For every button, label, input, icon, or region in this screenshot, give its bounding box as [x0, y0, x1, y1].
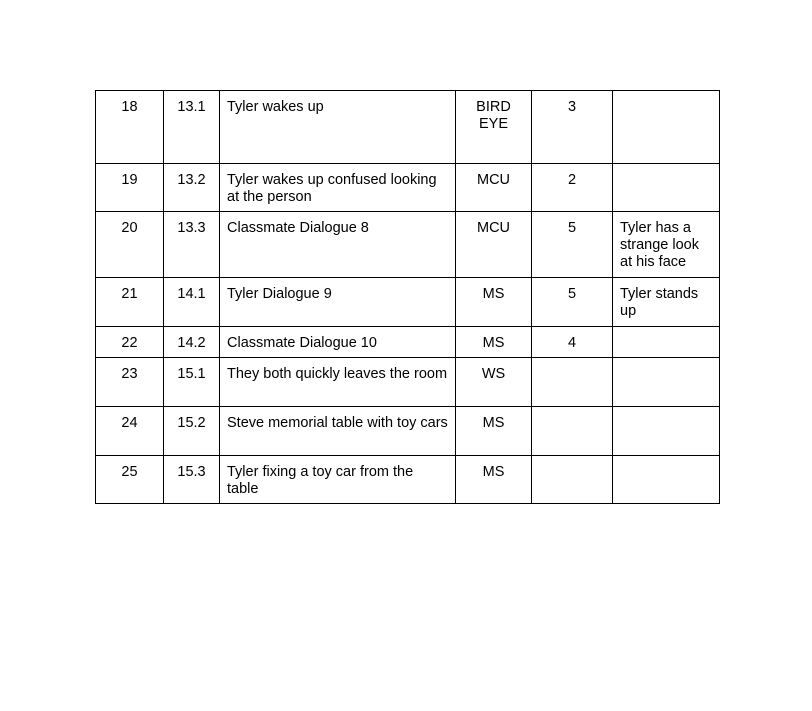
table-row [96, 456, 720, 504]
table-row [96, 407, 720, 456]
duration-cell: 5 [532, 278, 613, 327]
duration-cell [532, 358, 613, 407]
shot-number-cell: 24 [96, 407, 164, 456]
shot-type-cell: MS [456, 456, 532, 504]
shot-list-table [95, 90, 720, 504]
shot-type-cell: MS [456, 407, 532, 456]
description-cell: Tyler wakes up confused looking at the person [220, 164, 456, 212]
notes-cell: Tyler has a strange look at his face [613, 212, 720, 278]
duration-cell: 2 [532, 164, 613, 212]
scene-number-cell: 15.2 [164, 407, 220, 456]
notes-cell [613, 91, 720, 164]
description-cell: Classmate Dialogue 8 [220, 212, 456, 278]
scene-number-cell: 13.3 [164, 212, 220, 278]
scene-number-cell: 13.1 [164, 91, 220, 164]
table-row [96, 212, 720, 278]
description-cell: Steve memorial table with toy cars [220, 407, 456, 456]
shot-number-cell: 22 [96, 327, 164, 358]
shot-type-cell [456, 91, 532, 164]
shot-number-cell: 25 [96, 456, 164, 504]
shot-type-cell: WS [456, 358, 532, 407]
shot-number-cell: 21 [96, 278, 164, 327]
notes-cell [613, 358, 720, 407]
notes-cell [613, 164, 720, 212]
shot-type-text: BIRD EYE [476, 99, 511, 132]
notes-cell [613, 456, 720, 504]
notes-cell: Tyler stands up [613, 278, 720, 327]
shot-number-cell: 23 [96, 358, 164, 407]
notes-cell [613, 327, 720, 358]
table-row [96, 164, 720, 212]
table-row [96, 327, 720, 358]
shot-type-cell: MS [456, 327, 532, 358]
scene-number-cell: 14.1 [164, 278, 220, 327]
shot-type-cell: MCU [456, 164, 532, 212]
shot-number-cell: 20 [96, 212, 164, 278]
description-cell: Tyler fixing a toy car from the table [220, 456, 456, 504]
scene-number-cell: 15.1 [164, 358, 220, 407]
table-row [96, 358, 720, 407]
scene-number-cell: 14.2 [164, 327, 220, 358]
shot-type-cell: MS [456, 278, 532, 327]
notes-cell [613, 407, 720, 456]
duration-cell: 5 [532, 212, 613, 278]
scene-number-cell: 13.2 [164, 164, 220, 212]
table-row [96, 278, 720, 327]
table-row [96, 91, 720, 164]
duration-cell [532, 456, 613, 504]
description-cell: Tyler wakes up [220, 91, 456, 164]
shot-number-cell: 18 [96, 91, 164, 164]
description-cell: Classmate Dialogue 10 [220, 327, 456, 358]
shot-number-cell: 19 [96, 164, 164, 212]
description-cell: Tyler Dialogue 9 [220, 278, 456, 327]
duration-cell: 4 [532, 327, 613, 358]
description-cell: They both quickly leaves the room [220, 358, 456, 407]
duration-cell [532, 407, 613, 456]
duration-cell: 3 [532, 91, 613, 164]
shot-type-cell: MCU [456, 212, 532, 278]
scene-number-cell: 15.3 [164, 456, 220, 504]
